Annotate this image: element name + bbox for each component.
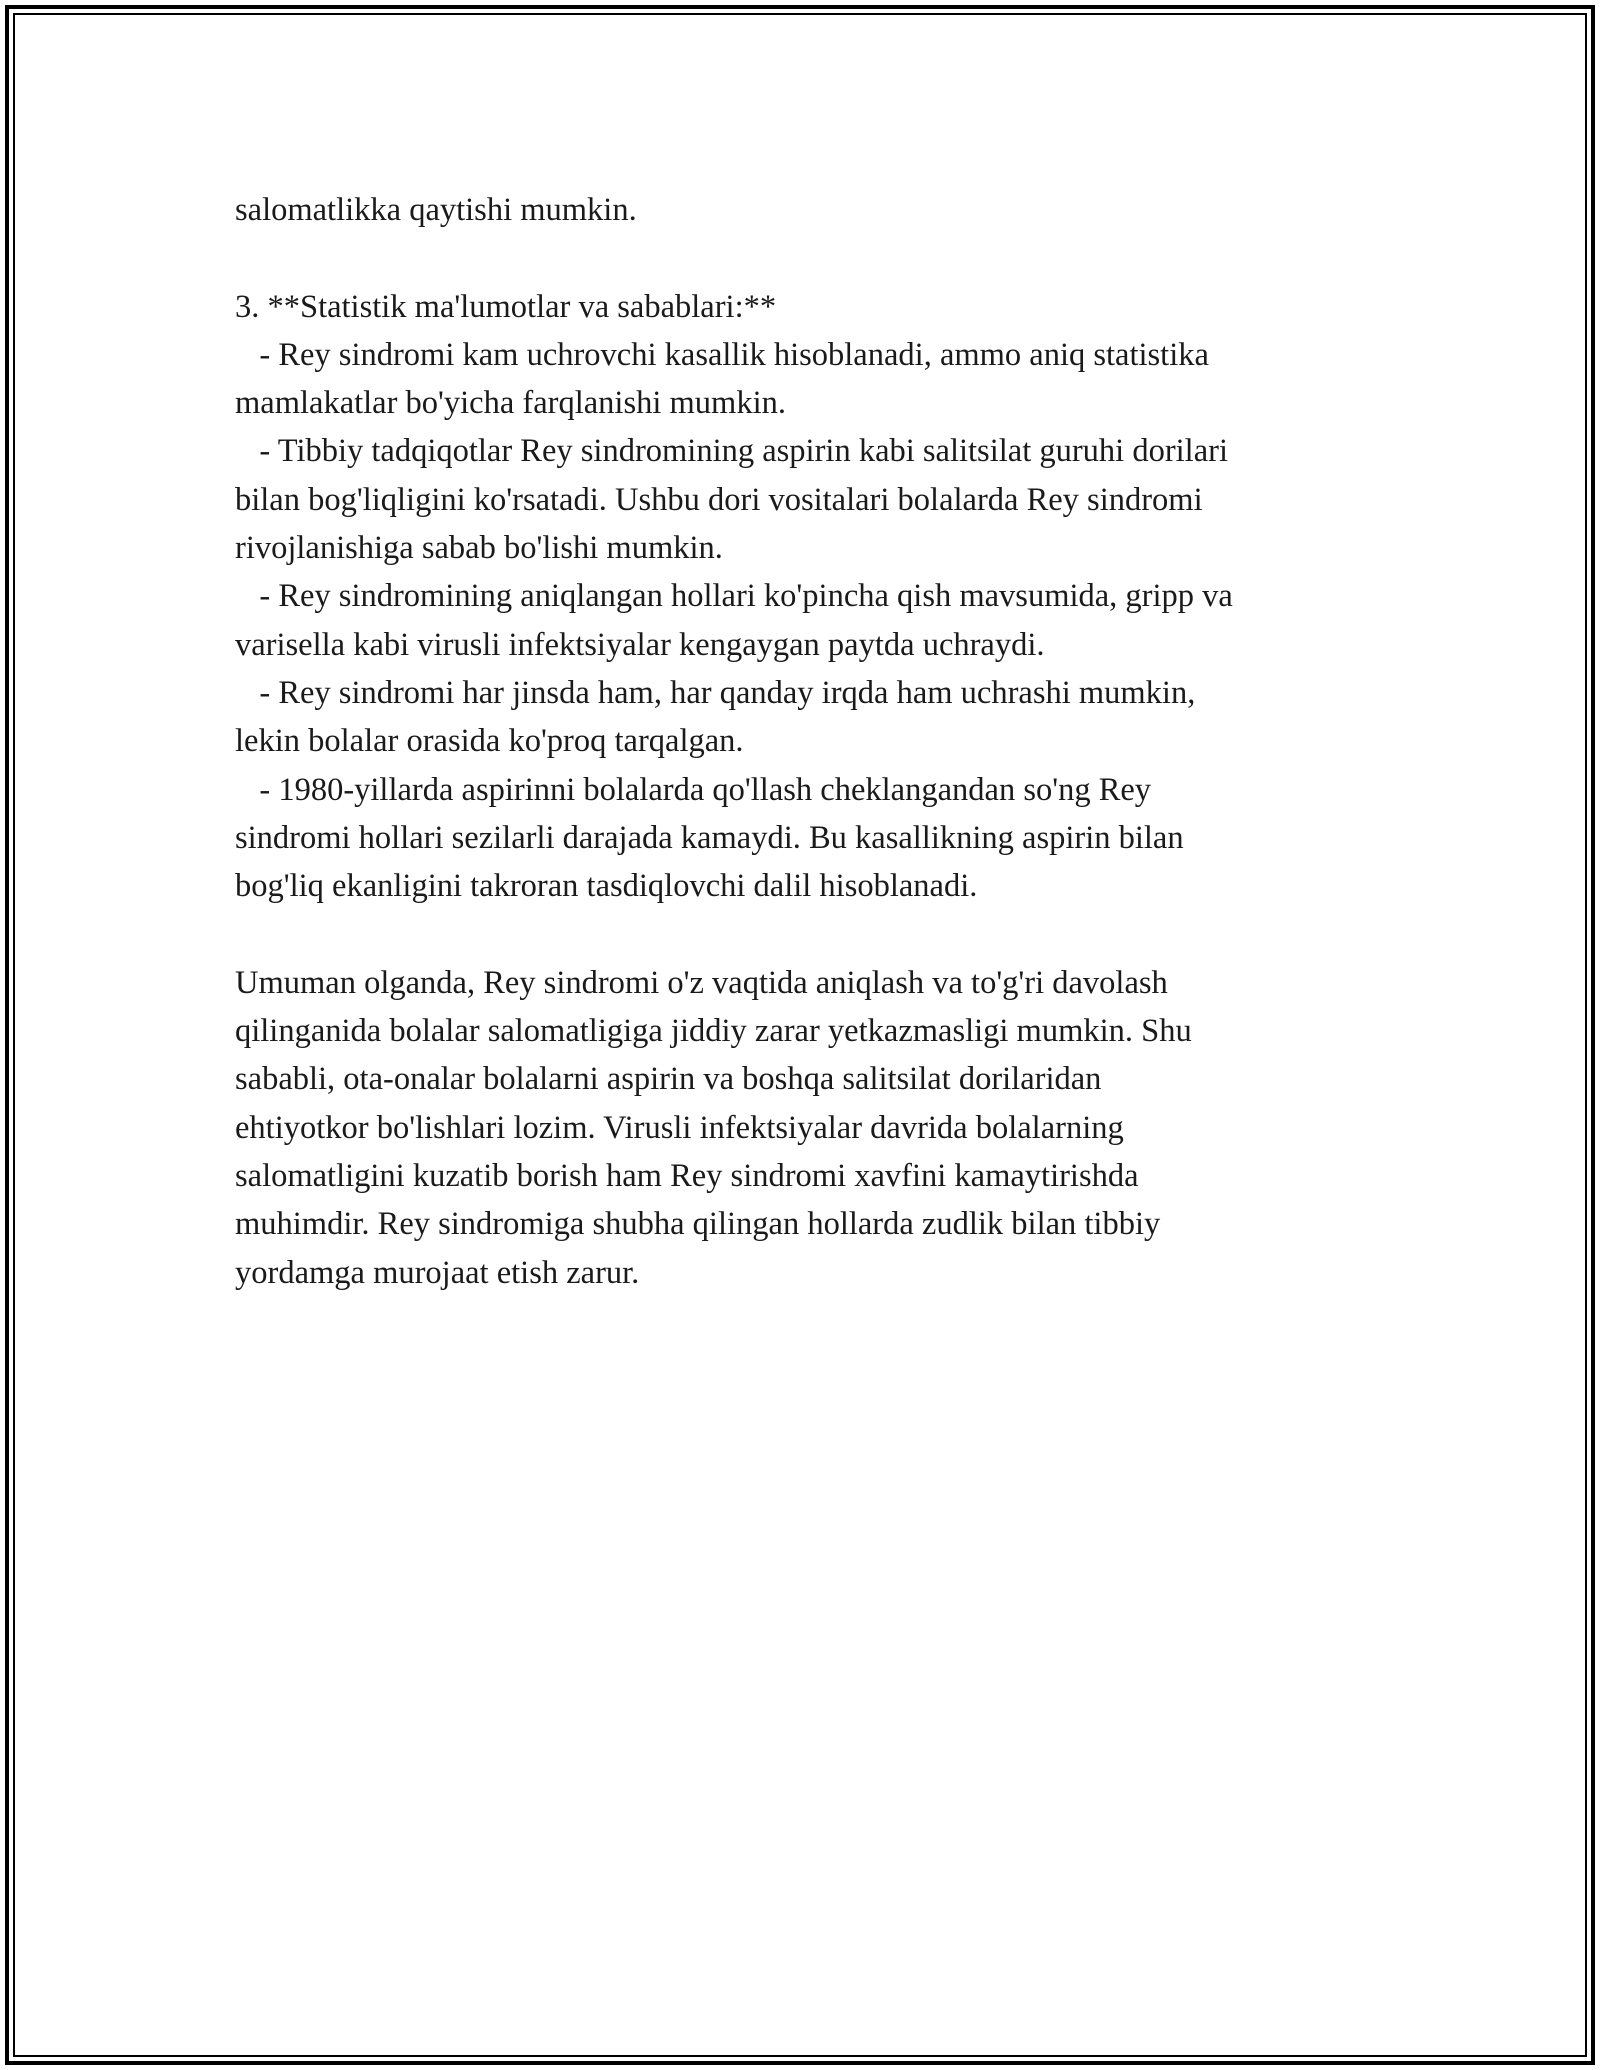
intro-tail-text: salomatlikka qaytishi mumkin.: [235, 192, 637, 228]
bullet-2-line-2: bilan bog'liqligini ko'rsatadi. Ushbu dori vositalari bolalarda Rey sindromi: [235, 481, 1203, 518]
conclusion-line-2: qilinganida bolalar salomatligiga jiddiy zarar yetkazmasligi mumkin. Shu: [235, 1013, 1192, 1050]
bullet-2-line-1: - Tibbiy tadqiqotlar Rey sindromining aspirin kabi salitsilat guruhi dorilari: [235, 433, 1228, 470]
bullet-2-line-3: rivojlanishiga sabab bo'lishi mumkin.: [235, 530, 723, 567]
paragraph-gap: [235, 234, 1385, 282]
bullet-5-line-2: sindromi hollari sezilarli darajada kamaydi. Bu kasallikning aspirin bilan: [235, 819, 1184, 856]
bullet-3-line-1: - Rey sindromining aniqlangan hollari ko'pincha qish mavsumida, gripp va: [235, 578, 1233, 615]
section-heading: 3. **Statistik ma'lumotlar va sabablari:**: [235, 288, 777, 325]
conclusion-line-1: Umuman olganda, Rey sindromi o'z vaqtida aniqlash va to'g'ri davolash: [235, 964, 1168, 1001]
conclusion-line-4: ehtiyotkor bo'lishlari lozim. Virusli infektsiyalar davrida bolalarning: [235, 1109, 1124, 1146]
conclusion-line-5: salomatligini kuzatib borish ham Rey sindromi xavfini kamaytirishda: [235, 1157, 1139, 1194]
document-body: [235, 186, 1385, 1297]
bullet-5-line-1: - 1980-yillarda aspirinni bolalarda qo'llash cheklangandan so'ng Rey: [235, 771, 1152, 808]
bullet-5-line-3: bog'liq ekanligini takroran tasdiqlovchi dalil hisoblanadi.: [235, 868, 978, 905]
conclusion-line-6: muhimdir. Rey sindromiga shubha qilingan hollarda zudlik bilan tibbiy: [235, 1206, 1161, 1243]
conclusion-line-7: yordamga murojaat etish zarur.: [235, 1254, 640, 1291]
bullet-4-line-1: - Rey sindromi har jinsda ham, har qanday irqda ham uchrashi mumkin,: [235, 674, 1196, 711]
bullet-1-line-1: - Rey sindromi kam uchrovchi kasallik hisoblanadi, ammo aniq statistika: [235, 336, 1209, 373]
bullet-3-line-2: varisella kabi virusli infektsiyalar kengaygan paytda uchraydi.: [235, 626, 1045, 663]
bullet-1-line-2: mamlakatlar bo'yicha farqlanishi mumkin.: [235, 385, 786, 422]
conclusion-line-3: sababli, ota-onalar bolalarni aspirin va boshqa salitsilat dorilaridan: [235, 1061, 1102, 1098]
bullet-4-line-2: lekin bolalar orasida ko'proq tarqalgan.: [235, 723, 744, 760]
paragraph-gap: [235, 910, 1385, 958]
